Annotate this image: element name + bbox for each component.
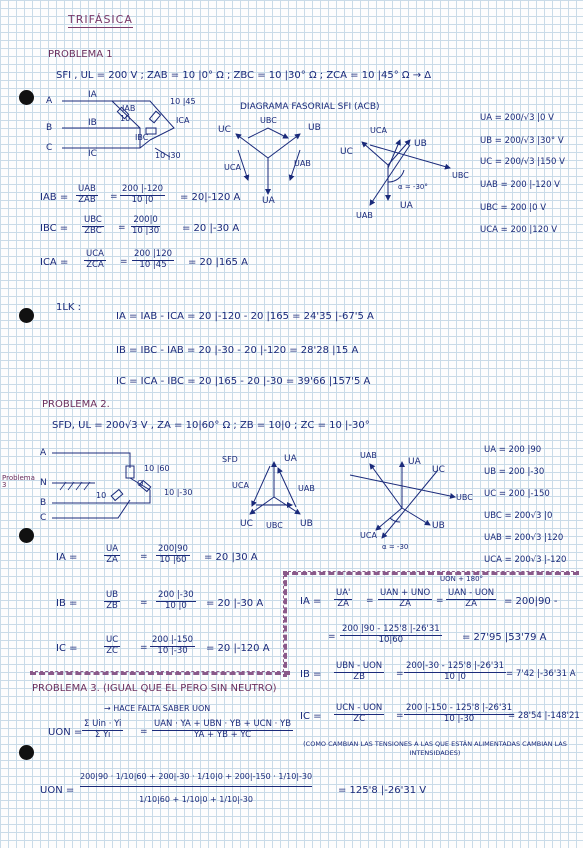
eq-sign: = [140,643,148,653]
phasor-ua-label: UA [262,196,275,206]
p2-node-c: C [40,513,47,523]
box-ib-f2-den: 10 |0 [444,671,466,682]
phasor2-ua-label: UA [400,201,413,211]
p2-result-3: UBC = 200√3 |0 [484,511,553,521]
problem-1-heading: PROBLEMA 1 [48,49,113,60]
box-ia-frac-4 [340,625,442,646]
problem-2-statement: SFD, UL = 200√3 V , ZA = 10|60° Ω ; ZB = 10|0 ; ZC = 10 |-30° [52,420,370,431]
phasor2-uca-label: UCA [370,126,387,135]
p2-ph1-ub: UB [300,519,313,529]
phasor2-ub-label: UB [414,139,427,149]
p3-big-den: 1/10|60 + 1/10|0 + 1/10|-30 [139,795,253,805]
ibc-f2-den: 10 |30 [132,225,160,236]
p2-ib-result: = 20 |-30 A [206,598,264,609]
p2-ia-result: = 20 |30 A [204,552,258,563]
ica-fraction-2 [132,250,174,271]
page-title: TRIFÁSICA [68,13,133,26]
box-ia-frac-3 [446,589,496,610]
kirchhoff-label: 1LK : [56,302,82,313]
sfd-label: SFD [222,455,238,464]
p3-sum-den: Σ Yi [95,729,111,740]
phasor-ubc-label: UBC [260,116,277,125]
p3-uon-lhs: UON = [48,727,83,738]
p2-ic-f1-den: ZC [106,645,118,656]
problem-2-heading: PROBLEMA 2. [42,399,110,410]
p2-ia-f2-den: 10 |60 [159,554,187,565]
p2-ph1-uca: UCA [232,481,249,490]
ibc-f1-num: UBC [84,215,102,225]
p2-ib-frac-2 [156,591,196,612]
iab-f1-den: ZAB [78,194,96,205]
p3-need-note: → HACE FALTA SABER UON [104,704,211,713]
current-iab-label: IAB [122,104,136,113]
ibc-f2-num: 200|0 [133,215,158,225]
p2-ph2-uc: UC [432,465,445,475]
box-ib-f1-den: ZB [353,671,365,682]
lk-line-1: IB = IBC - IAB = 20 |-30 - 20 |-120 = 28'28 |15 A [116,345,359,356]
box-ic-f1-den: ZC [353,713,366,724]
box-ib-frac-1 [334,662,384,683]
phasor2-angle-label: α = -30° [398,183,428,191]
box-note: UON + 180° [440,575,484,583]
box-ia-f1-num: UA' [336,588,351,598]
ica-fraction-1 [84,250,106,271]
box-ic-f2-den: 10 |-30 [443,713,475,724]
p2-ia-f2-num: 200|90 [158,544,188,554]
ica-lhs: ICA = [40,257,69,268]
p3-big-frac [80,772,312,804]
p2-node-o: O [137,479,144,488]
p1-result-4: UBC = 200 |0 V [480,203,547,213]
eq-sign: = [396,669,404,679]
p2-ib-f1-den: ZB [106,600,118,611]
p2-ia-lhs: IA = [56,552,78,563]
p2-ia-frac-1 [104,545,120,566]
eq-sign: = [396,711,404,721]
box-ib-frac-2 [404,662,506,683]
ica-result: = 20 |165 A [188,257,248,268]
iab-f2-den: 10 |0 [131,194,154,205]
p3-note: (COMO CAMBIAN LAS TENSIONES A LAS QUE ESTÁN ALIMENTADAS CAMBIAN LAS INTENSIDADES) [303,740,567,758]
dashed-section-divider [30,671,290,675]
ibc-fraction-1 [82,216,104,237]
p2-ib-frac-1 [104,591,120,612]
p2-ic-frac-1 [104,636,120,657]
p1-result-5: UCA = 200 |120 V [480,225,558,235]
p2-ph1-uc: UC [240,519,253,529]
lk-line-0: IA = IAB - ICA = 20 |-120 - 20 |165 = 24'35 |-67'5 A [116,311,374,322]
ica-f2-num: 200 |120 [134,249,173,259]
p3-big-result: = 125'8 |-26'31 V [338,785,427,796]
ica-f1-num: UCA [86,249,104,259]
current-ib-label: IB [88,118,97,128]
p2-ph2-angle: α = -30 [382,543,409,551]
phasor-uca-label: UCA [224,163,241,172]
p3-big-lhs: UON = [40,785,75,796]
eq-sign: = [140,598,148,608]
eq-sign: = [140,727,148,737]
box-ib-f2-num: 200|-30 - 125'8 |-26'31 [406,661,505,671]
p2-impedance-1: 10 |60 [144,464,170,473]
iab-f2-num: 200 |-120 [122,184,164,194]
p2-ph2-ubc: UBC [456,493,473,502]
box-ia-f2-num: UAN + UNO [380,588,431,598]
box-ib-result: = 7'42 |-36'31 A [506,669,576,679]
box-ia-tail: = 200|90 - [504,596,558,607]
iab-fraction-1 [76,185,98,206]
current-ia-label: IA [88,90,97,100]
box-ia-f4-num: 200 |90 - 125'8 |-26'31 [342,624,440,634]
box-ib-lhs: IB = [300,669,322,680]
box-ia-f4-den: 10|60 [378,634,404,645]
box-ia-result: = 27'95 |53'79 A [462,632,547,643]
ibc-result: = 20 |-30 A [182,223,240,234]
box-ia-f2-den: ZA [399,598,411,609]
p3-sum-num: Σ Uin · Yi [84,719,122,729]
box-ic-lhs: IC = [300,711,322,722]
p2-result-0: UA = 200 |90 [484,445,542,455]
ibc-lhs: IBC = [40,223,69,234]
phasor-uc-label: UC [218,125,231,135]
p2-ic-result: = 20 |-120 A [206,643,270,654]
eq-sign: = [328,632,336,642]
p2-ic-f2-den: 10 |-30 [157,645,188,656]
p3-expand-num: UAN · YA + UBN · YB + UCN · YB [154,719,292,729]
node-a-label: A [46,96,53,106]
p2-ph2-uab: UAB [360,451,377,460]
p2-impedance-3: 10 |-30 [164,488,193,497]
p2-ic-f2-num: 200 |-150 [152,635,194,645]
box-ic-frac-1 [334,704,384,725]
node-c-label: C [46,143,53,153]
ibc-fraction-2 [130,216,161,237]
phasor-ub-label: UB [308,123,321,133]
p2-ph1-ubc: UBC [266,521,283,530]
p2-ic-lhs: IC = [56,643,78,654]
box-ia-f3-den: ZA [465,598,477,609]
p2-impedance-2: 10 [96,491,107,500]
box-ic-f2-num: 200 |-150 - 125'8 |-26'31 [406,703,513,713]
p2-ia-frac-2 [156,545,190,566]
eq-sign: = [436,596,444,606]
p2-ib-f1-num: UB [106,590,119,600]
phasor-uab-label: UAB [294,159,311,168]
dashed-box-divider [283,571,287,677]
p2-ph1-uab: UAB [298,484,315,493]
ica-f2-den: 10 |45 [139,259,167,270]
p2-ph1-ua: UA [284,454,297,464]
phasor-diagram-title: DIAGRAMA FASORIAL SFI (ACB) [240,102,380,112]
problem-1-statement: SFI , UL = 200 V ; ZAB = 10 |0° Ω ; ZBC = 10 |30° Ω ; ZCA = 10 |45° Ω → Δ [56,70,432,81]
box-ia-f1-den: ZA [337,598,349,609]
eq-sign: = [120,257,128,267]
p1-result-1: UB = 200/√3 |30° V [480,136,564,146]
current-ic-label: IC [88,149,97,159]
p2-node-a: A [40,448,47,458]
eq-sign: = [366,596,374,606]
p3-expand-frac [152,720,293,741]
p2-result-4: UAB = 200√3 |120 [484,533,564,543]
current-ica-label: ICA [176,116,190,125]
p2-ph2-ua: UA [408,457,421,467]
p2-ib-lhs: IB = [56,598,78,609]
problem-3-heading: PROBLEMA 3. (IGUAL QUE EL PERO SIN NEUTRO) [32,683,277,694]
dashed-box-divider [283,571,579,575]
box-ic-result: = 28'54 |-148'21 [508,711,580,721]
node-b-label: B [46,123,53,133]
p2-result-2: UC = 200 |-150 [484,489,550,499]
box-ia-frac-2 [378,589,432,610]
eq-sign: = [118,223,126,233]
p2-ib-f2-den: 10 |0 [164,600,187,611]
eq-sign: = [140,552,148,562]
lk-line-2: IC = ICA - IBC = 20 |165 - 20 |-30 = 39'66 |157'5 A [116,376,371,387]
margin-note: Problema 3 [2,474,35,489]
p1-result-2: UC = 200/√3 |150 V [480,157,565,167]
p2-node-b: B [40,498,47,508]
p3-sum-frac [82,720,123,741]
impedance-bc-label: 10 |30 [155,151,181,160]
box-ib-f1-num: UBN - UON [336,661,383,671]
p2-node-n: N [40,478,47,488]
iab-f1-num: UAB [78,184,96,194]
p1-result-0: UA = 200/√3 |0 V [480,113,554,123]
iab-result: = 20|-120 A [180,192,241,203]
p3-expand-den: YA + YB + YC [194,729,252,740]
box-ia-f3-num: UAN - UON [448,588,495,598]
p2-ib-f2-num: 200 |-30 [158,590,194,600]
phasor2-uab-label: UAB [356,211,373,220]
p2-ph2-ub: UB [432,521,445,531]
iab-fraction-2 [120,185,165,206]
ibc-f1-den: ZBC [84,225,102,236]
p2-result-1: UB = 200 |-30 [484,467,545,477]
eq-sign: = [110,192,118,202]
p2-ia-f1-num: UA [106,544,119,554]
impedance-ab-label: 10 [120,114,131,123]
ica-f1-den: ZCA [86,259,104,270]
box-ic-f1-num: UCN - UON [336,703,383,713]
phasor2-uc-label: UC [340,147,353,157]
box-ia-frac-1 [334,589,352,610]
p1-result-3: UAB = 200 |-120 V [480,180,560,190]
iab-lhs: IAB = [40,192,69,203]
box-ic-frac-2 [404,704,514,725]
p3-big-num: 200|90 · 1/10|60 + 200|-30 · 1/10|0 + 200|-150 · 1/10|-30 [80,772,312,787]
p2-ia-f1-den: ZA [106,554,118,565]
p2-result-5: UCA = 200√3 |-120 [484,555,567,565]
current-ibc-label: IBC [135,133,149,142]
box-ia-lhs: IA = [300,596,322,607]
p2-ic-frac-2 [150,636,195,657]
impedance-ca-label: 10 |45 [170,97,196,106]
p2-ph2-uca: UCA [360,531,377,540]
phasor2-ubc-label: UBC [452,171,469,180]
p2-ic-f1-num: UC [106,635,119,645]
